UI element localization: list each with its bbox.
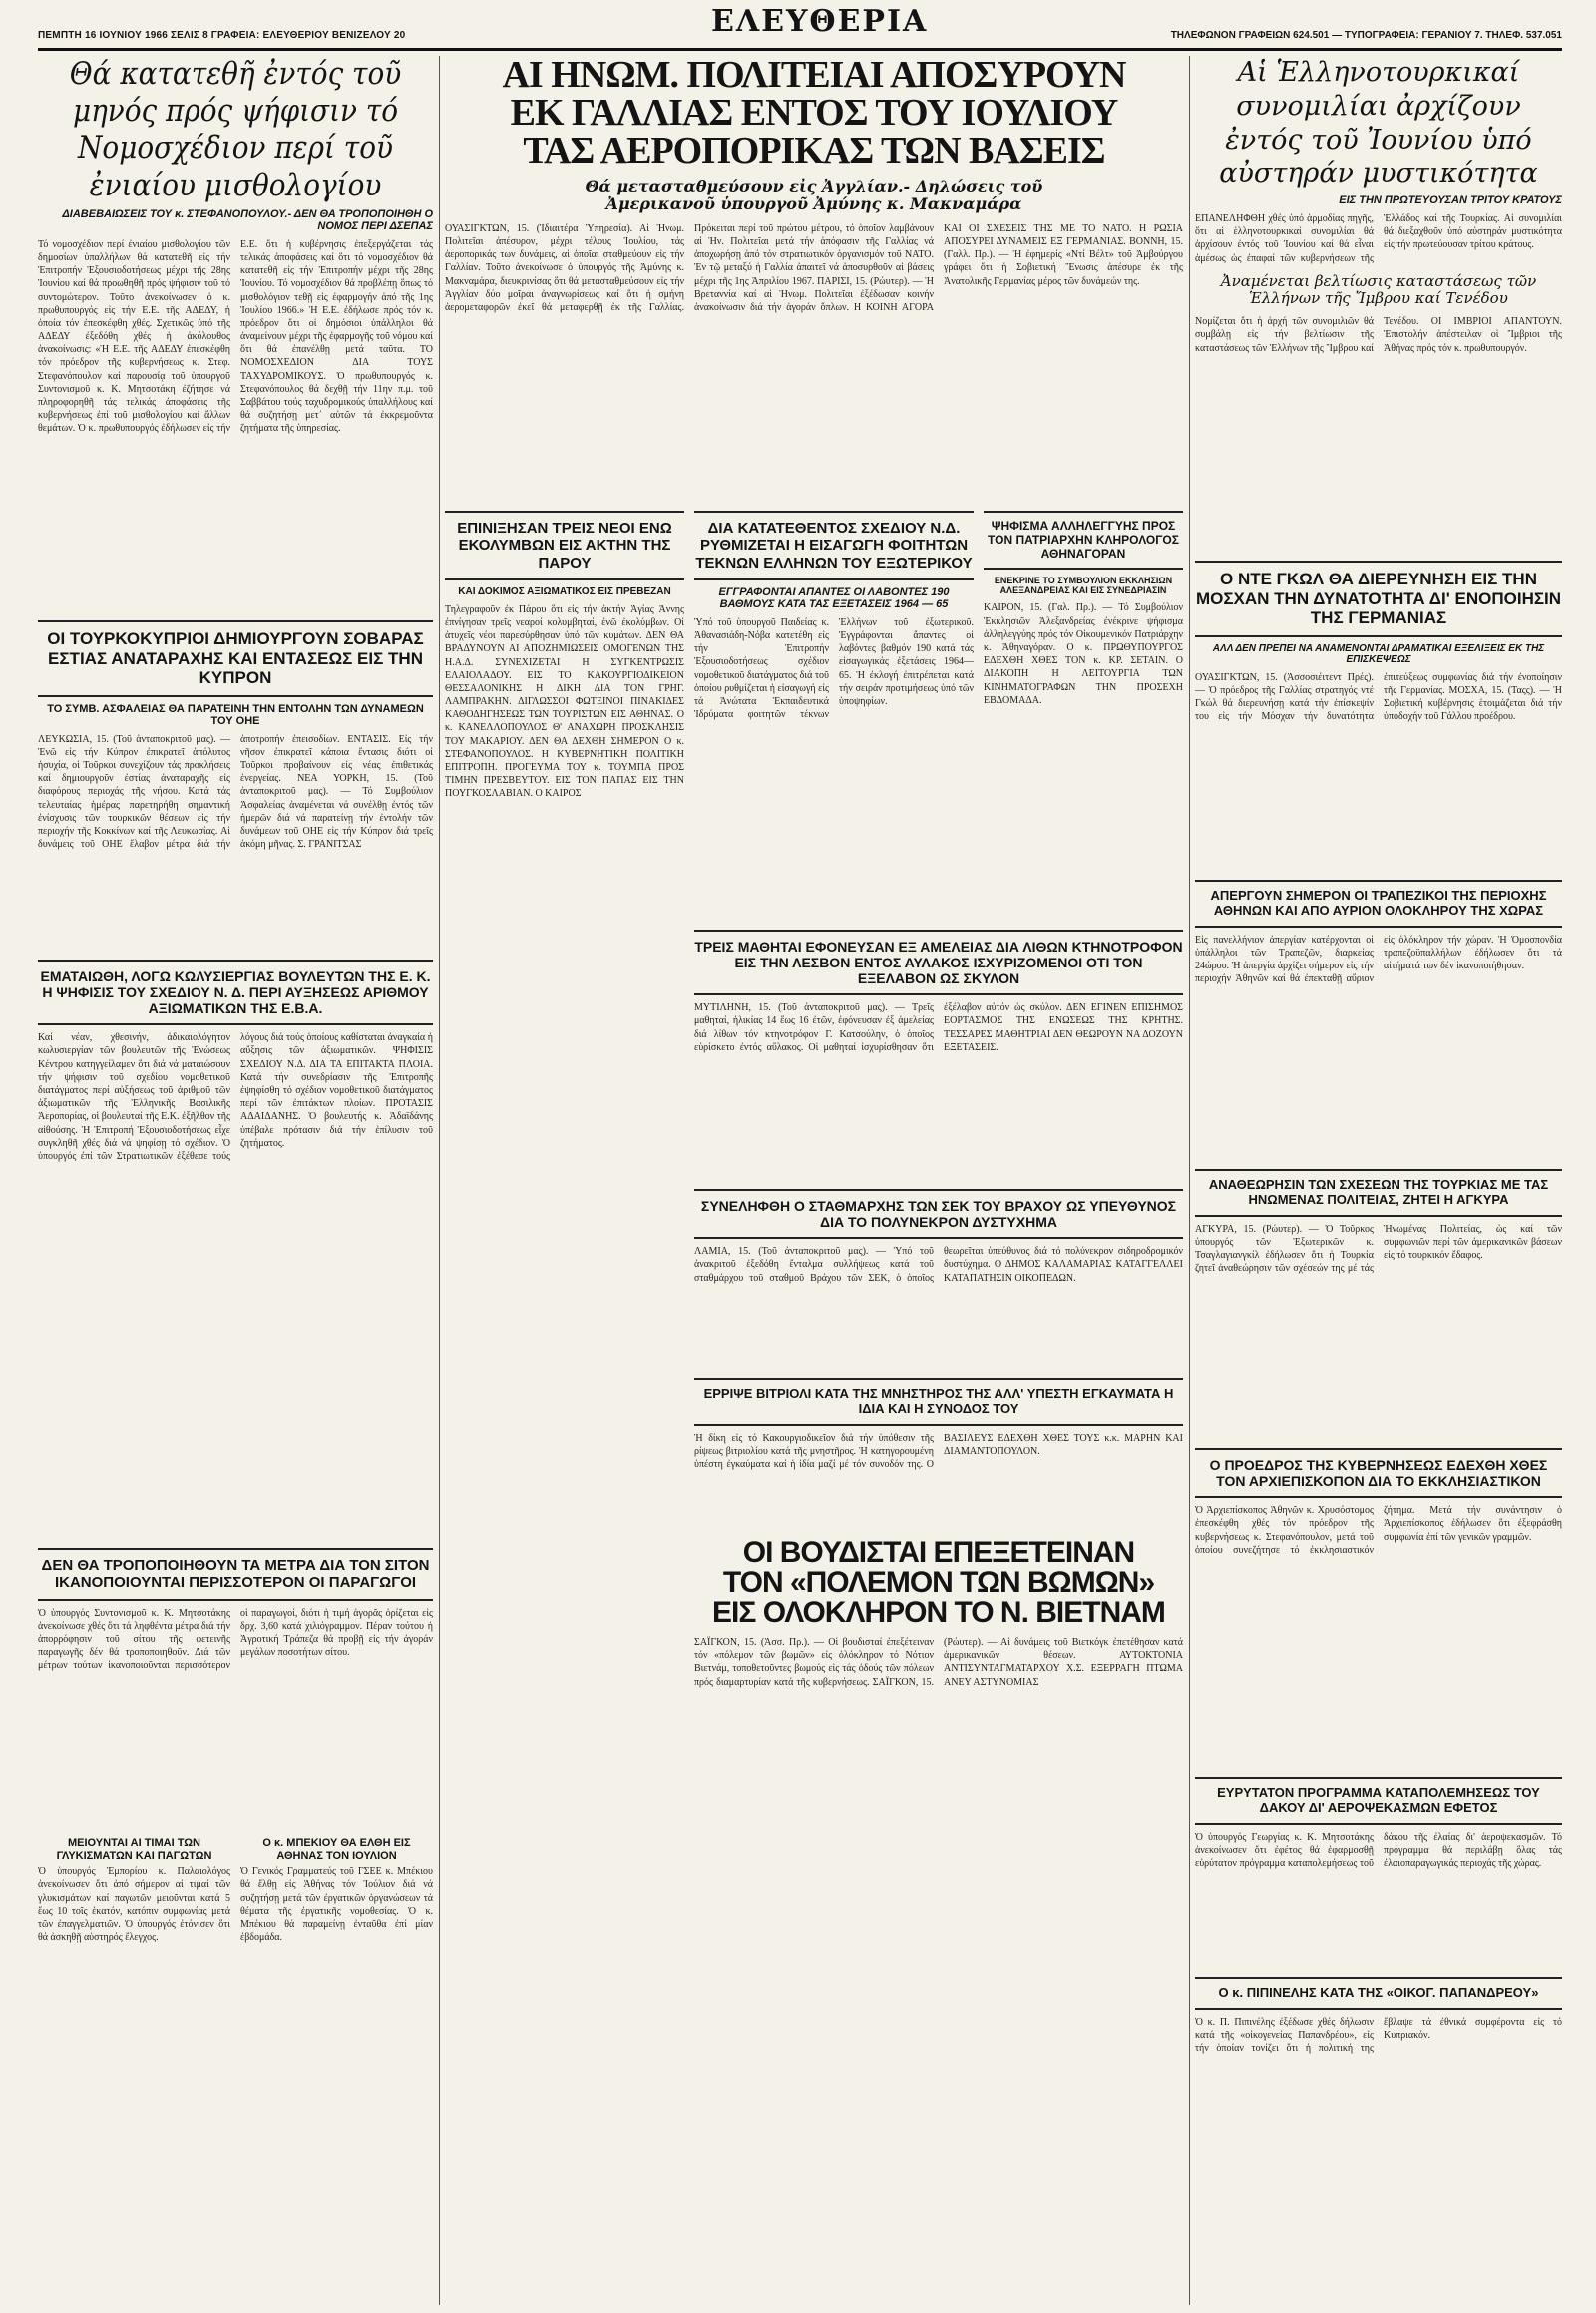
article-body: Τό νομοσχέδιον περί ἐνιαίου μισθολογίου τῶν δημοσίων ὑπαλλήλων θά κατατεθῆ εἰς τήν Ἐπιτροπήν Ἐξουσιοδοτήσεως μέχρι τῆς 28ης Ἰουνίου καί θά προωθηθῆ πρός ψήφισιν τοῦ τό συντομώτερον. Τοῦτο ἀνεκοίνωσεν ὁ κ. πρωθυπουργός εἰς τήν Ε.Ε. τῆς ΑΔΕΔΥ, ἡ ὁποία τόν ἐπεσκέφθη χθές. Σχετικῶς ὑπό τῆς ΑΔΕΔΥ ἐξεδόθη χθές ἡ ἀκόλουθος ἀνακοίνωσις: «Ἡ Ε.Ε. τῆς ΑΔΕΔΥ ἐπεσκέφθη τόν πρόεδρον τῆς κυβερνήσεως κ. Στεφ. Στεφανόπουλον καί παρουσίᾳ τοῦ ὑπουργοῦ Συντονισμοῦ κ. Κ. Μητσοτάκη ἐζήτησε νά πληροφορηθῆ τάς τελικάς ἀποφάσεις τῆς κυβερνήσεως ἐπί τοῦ μισθολογίου καί ἄλλων θεμάτων. Ὁ κ. πρωθυπουργός ἐδήλωσεν εἰς τήν Ε.Ε. ὅτι ἡ κυβέρνησις ἐπεξεργάζεται τάς τελικάς ἀποφάσεις καί ὅτι τό νομοσχέδιον θά κατατεθῆ εἰς τήν Ἐπιτροπήν μέχρι τῆς 28ης Ἰουνίου. Τό νομοσχέδιον θά προβλέπῃ ὅπως τό μισθολόγιον τεθῇ εἰς ἐφαρμογήν ἀπό τῆς 1ης Ἰουλίου 1966.» Ἡ Ε.Ε. ἐδήλωσε πρός τόν κ. πρόεδρον ὅτι οἱ δημόσιοι ὑπάλληλοι θά ἀναμείνουν μέχρι τῆς ἐφαρμογῆς τοῦ νόμου καί ὅτι θά ἐπανέλθῃ μετά ταῦτα. ΤΟ ΝΟΜΟΣΧΕΔΙΟΝ ΔΙΑ ΤΟΥΣ ΤΑΧΥΔΡΟΜΙΚΟΥΣ. Ὁ πρωθυπουργός κ. Στεφανόπουλος θά δεχθῇ τήν 11ην π.μ. τοῦ Σαββάτου τούς ταχυδρομικούς ὑπαλλήλους καί θά συζητήσῃ μετ᾿ αὐτῶν τά ἐκκρεμοῦντα ζητήματα τῆς ὑπηρεσίας.	[38, 238, 433, 435]
vietnam-headline-3: ΕΙΣ ΟΛΟΚΛΗΡΟΝ ΤΟ Ν. ΒΙΕΤΝΑΜ	[712, 1596, 1165, 1629]
article-subheadline: ΕΓΓΡΑΦΟΝΤΑΙ ΑΠΑΝΤΕΣ ΟΙ ΛΑΒΟΝΤΕΣ 190 ΒΑΘΜΟΥΣ ΚΑΤΑ ΤΑΣ ΕΞΕΤΑΣΕΙΣ 1964 — 65	[718, 585, 950, 610]
vitriol-article	[694, 1372, 1183, 1532]
banner-subheadline-1: Θά μετασταθμεύσουν εἰς Ἀγγλίαν.- Δηλώσεις τοῦ	[585, 177, 1043, 195]
bank-strike-article	[1195, 874, 1562, 1163]
article-subheadline: ΕΙΣ ΤΗΝ ΠΡΩΤΕΥΟΥΣΑΝ ΤΡΙΤΟΥ ΚΡΑΤΟΥΣ	[1339, 194, 1562, 206]
column-rule	[439, 56, 440, 2305]
article-headline: ΑΝΑΘΕΩΡΗΣΙΝ ΤΩΝ ΣΧΕΣΕΩΝ ΤΗΣ ΤΟΥΡΚΙΑΣ ΜΕ ΤΑΣ ΗΝΩΜΕΝΑΣ ΠΟΛΙΤΕΙΑΣ, ΖΗΤΕΙ Η ΑΓΚΥΡΑ	[1208, 1177, 1549, 1207]
vietnam-article	[694, 1532, 1183, 1871]
article-headline: Ο ΝΤΕ ΓΚΩΛ ΘΑ ΔΙΕΡΕΥΝΗΣΗ ΕΙΣ ΤΗΝ ΜΟΣΧΑΝ ΤΗΝ ΔΥΝΑΤΟΤΗΤΑ ΔΙ' ΕΝΟΠΟΙΗΣΙΝ ΤΗΣ ΓΕΡΜΑΝΙΑΣ	[1195, 570, 1562, 628]
article-headline: ΕΠΙΝΙΞΗΣΑΝ ΤΡΕΙΣ ΝΕΟΙ ΕΝΩ ΕΚΟΛΥΜΒΩΝ ΕΙΣ ΑΚΤΗΝ ΤΗΣ ΠΑΡΟΥ	[457, 520, 672, 572]
de-gaulle-article	[1195, 555, 1562, 874]
greek-turkish-talks-article	[1195, 56, 1562, 555]
article-headline: ΟΙ ΤΟΥΡΚΟΚΥΠΡΙΟΙ ΔΗΜΙΟΥΡΓΟΥΝ ΣΟΒΑΡΑΣ ΕΣΤΙΑΣ ΑΝΑΤΑΡΑΧΗΣ ΚΑΙ ΕΝΤΑΣΕΩΣ ΕΙΣ ΤΗΝ ΚΥΠΡΟΝ	[47, 629, 424, 688]
turkey-us-relations-article	[1195, 1163, 1562, 1442]
turkish-cypriots-article	[38, 614, 433, 954]
lesbos-article	[694, 924, 1183, 1183]
article-headline: ΕΥΡΥΤΑΤΟΝ ΠΡΟΓΡΑΜΜΑ ΚΑΤΑΠΟΛΕΜΗΣΕΩΣ ΤΟΥ ΔΑΚΟΥ ΔΙ' ΑΕΡΟΨΕΚΑΣΜΩΝ ΕΦΕΤΟΣ	[1217, 1785, 1540, 1815]
center-subcolumn-a	[445, 505, 684, 1871]
article-subheadline: ΕΝΕΚΡΙΝΕ ΤΟ ΣΥΜΒΟΥΛΙΟΝ ΕΚΚΛΗΣΙΩΝ ΑΛΕΞΑΝΔΡΕΙΑΣ ΚΑΙ ΕΙΣ ΣΥΝΕΔΡΙΑΣΙΝ	[994, 576, 1173, 596]
article-headline: Αἱ Ἑλληνοτουρκικαί συνομιλίαι ἀρχίζουν ἐντός τοῦ Ἰουνίου ὑπό αὐστηράν μυστικότητα	[1219, 57, 1538, 190]
article-body: ΛΑΜΙΑ, 15. (Τοῦ ἀνταποκριτοῦ μας). — Ὑπό τοῦ ἀνακριτοῦ ἐξεδόθη ἔνταλμα συλλήψεως κατά τοῦ σταθμάρχου τοῦ σταθμοῦ Βράχου τῶν ΣΕΚ, ὁ ὁποῖος θεωρεῖται ὑπεύθυνος διά τό πολύνεκρον σιδηροδρομικόν δυστύχημα. Ο ΔΗΜΟΣ ΚΑΛΑΜΑΡΙΑΣ ΚΑΤΑΓΓΕΛΛΕΙ ΚΑΤΑΠΑΤΗΣΙΝ ΟΙΚΟΠΕΔΩΝ.	[694, 1246, 1183, 1284]
masthead-phones: ΤΗΛΕΦΩΝΟΝ ΓΡΑΦΕΙΩΝ 624.501 — ΤΥΠΟΓΡΑΦΕΙΑ: ΓΕΡΑΝΙΟΥ 7. ΤΗΛΕΦ. 537.051	[1170, 30, 1562, 41]
left-column	[38, 56, 433, 2305]
article-headline: Θά κατατεθῆ ἐντός τοῦ μηνός πρός ψήφισιν τό Νομοσχέδιον περί τοῦ ἐνιαίου μισθολογίου	[69, 56, 402, 203]
banner-line-2: ΕΚ ΓΑΛΛΙΑΣ ΕΝΤΟΣ ΤΟΥ ΙΟΥΛΙΟΥ	[510, 92, 1118, 134]
article-subheadline: ΤΟ ΣΥΜΒ. ΑΣΦΑΛΕΙΑΣ ΘΑ ΠΑΡΑΤΕΙΝΗ ΤΗΝ ΕΝΤΟΛΗΝ ΤΩΝ ΔΥΝΑΜΕΩΝ ΤΟΥ ΟΗΕ	[47, 702, 424, 727]
banner-line-1: ΑΙ ΗΝΩΜ. ΠΟΛΙΤΕΙΑΙ ΑΠΟΣΥΡΟΥΝ	[502, 56, 1126, 96]
article-headline: Ο κ. ΜΠΕΚΙΟΥ ΘΑ ΕΛΘΗ ΕΙΣ ΑΘΗΝΑΣ ΤΟΝ ΙΟΥΛΙΟΝ	[262, 1837, 411, 1862]
patriarch-article	[984, 505, 1183, 721]
article-subheadline: ΔΙΑΒΕΒΑΙΩΣΕΙΣ ΤΟΥ κ. ΣΤΕΦΑΝΟΠΟΥΛΟΥ.- ΔΕΝ ΘΑ ΤΡΟΠΟΠΟΙΗΘΗ Ο ΝΟΜΟΣ ΠΕΡΙ ΔΣΕΠΑΣ	[62, 207, 433, 232]
article-body: Ἡ δίκη εἰς τό Κακουργιοδικεῖον διά τήν ὑπόθεσιν τῆς ρίψεως βιτριολίου κατά τῆς μνηστῆρος. Ἡ κατηγορουμένη ὑπέστη ἐγκαύματα καί ἡ ἰδία μαζί μέ τόν συνοδόν της. Ο ΒΑΣΙΛΕΥΣ ΕΔΕΧΘΗ ΧΘΕΣ ΤΟΥΣ κ.κ. ΜΑΡΗΝ ΚΑΙ ΔΙΑΜΑΝΤΟΠΟΥΛΟΝ.	[694, 1432, 1183, 1471]
article-body: Ὁ ὑπουργός Γεωργίας κ. Κ. Μητσοτάκης ἀνεκοίνωσεν ὅτι ἐφέτος θά ἐφαρμοσθῇ εὐρύτατον πρόγραμμα καταπολεμήσεως τοῦ δάκου τῆς ἐλαίας δι' ἀεροψεκασμῶν. Τό πρόγραμμα θά περιλάβῃ ὅλας τάς ἐλαιοπαραγωγικάς περιοχάς τῆς χώρας.	[1195, 1831, 1562, 1870]
article-body: Ὁ Γενικός Γραμματεύς τοῦ ΓΣΕΕ κ. Μπέκιου θά ἔλθῃ εἰς Ἀθήνας τόν Ἰούλιον διά νά συζητήσῃ μετά τῶν ἐργατικῶν ὀργανώσεων τά θέματα τῆς ἐργατικῆς νομοθεσίας. Ὁ κ. Μπέκιου θά παραμείνῃ ἐνταῦθα ἐπί μίαν ἑβδομάδα.	[240, 1866, 433, 1944]
article-body: ΟΥΑΣΙΓΚΤΩΝ, 15. (Ἰδιαιτέρα Ὑπηρεσία). Αἱ Ἡνωμ. Πολιτεῖαι ἀπέσυρον, μέχρι τέλους Ἰουλίου, τάς ἀεροπορικάς των δυνάμεις, αἱ ὁποῖαι σταθμεύουν εἰς τήν Γαλλίαν. Τοῦτο ἀνεκοίνωσε ὁ ὑπουργός τῆς Ἀμύνης κ. Μακναμάρα, διευκρινίσας ὅτι θά μετασταθμεύσουν εἰς τήν Ἀγγλίαν δύο μοῖραι ἀναγνωρίσεως καί ὅτι ἡ σμήνη ἀερομεταφορῶν ἐκεῖ θά μεταφερθῇ ἐκ τῆς Γαλλίας. Πρόκειται περί τοῦ πρώτου μέτρου, τό ὁποῖον λαμβάνουν αἱ Ἡν. Πολιτεῖαι μετά τήν ἀπόφασιν τῆς Γαλλίας νά ἀποχωρήσῃ ἀπό τόν στρατιωτικόν ὀργανισμόν τοῦ ΝΑΤΟ. Ἐν τῷ μεταξύ ἡ Γαλλία ἀπαιτεῖ νά ἀποσυρθοῦν αἱ βάσεις μέχρι τῆς 1ης Ἀπριλίου 1967. ΠΑΡΙΣΙ, 15. (Ρώυτερ). — Ἡ Βρεταννία καί αἱ Ἡνωμ. Πολιτεῖαι ἐξέδωσαν κοινήν ἀνακοίνωσιν διά τήν ἀγοράν ὅπλων. Η ΚΟΙΝΗ ΑΓΟΡΑ ΚΑΙ ΟΙ ΣΧΕΣΕΙΣ ΤΗΣ ΜΕ ΤΟ ΝΑΤΟ. Η ΡΩΣΙΑ ΑΠΟΣΥΡΕΙ ΔΥΝΑΜΕΙΣ ΕΞ ΓΕΡΜΑΝΙΑΣ. ΒΟΝΝΗ, 15. (Γαλλ. Πρ.). — Ἡ ἐφημερίς «Ντί Βέλτ» τοῦ Ἀμβούργου γράφει ὅτι ἡ Σοβιετική Ἕνωσις ἀπέσυρε ἐκ τῆς Ἀνατολικῆς Γερμανίας μέρος τῶν δυνάμεών της.	[445, 222, 1183, 313]
right-column	[1195, 56, 1562, 2305]
article-body: Ὁ κ. Π. Πιπινέλης ἐξέδωσε χθές δήλωσιν κατά τῆς «οἰκογενείας Παπανδρέου», εἰς τήν ὁποίαν τονίζει ὅτι ἡ πολιτική της ἔβλαψε τά ἐθνικά συμφέροντα εἰς τό Κυπριακόν.	[1195, 2016, 1562, 2055]
article-subheadline: ΚΑΙ ΔΟΚΙΜΟΣ ΑΞΙΩΜΑΤΙΚΟΣ ΕΙΣ ΠΡΕΒΕΖΑΝ	[458, 585, 671, 597]
article-headline: ΣΥΝΕΛΗΦΘΗ Ο ΣΤΑΘΜΑΡΧΗΣ ΤΩΝ ΣΕΚ ΤΟΥ ΒΡΑΧΟΥ ΩΣ ΥΠΕΥΘΥΝΟΣ ΔΙΑ ΤΟ ΠΟΛΥΝΕΚΡΟΝ ΔΥΣΤΥΧΗΜΑ	[700, 1198, 1177, 1231]
article-body: ΕΠΑΝΕΛΗΦΘΗ χθές ὑπό ἁρμοδίας πηγῆς, ὅτι αἱ ἑλληνοτουρκικαί συνομιλίαι θά ἀρχίσουν ἐντός τοῦ Ἰουνίου καί θά εἶναι ἀμέσως ὡς ἐπαφαί τῶν κυβερνήσεων τῆς Ἑλλάδος καί τῆς Τουρκίας. Αἱ συνομιλίαι θά διεξαχθοῦν ὑπό αὐστηράν μυστικότητα εἰς τήν πρωτεύουσαν τρίτου κράτους.	[1195, 213, 1562, 264]
article-body: ΚΑΙΡΟΝ, 15. (Γαλ. Πρ.). — Τό Συμβούλιον Ἐκκλησιῶν Ἀλεξανδρείας ἐνέκρινε ψήφισμα ἀλληλεγγύης πρός τόν Οἰκουμενικόν Πατριάρχην κ. Ἀθηναγόραν. Ο κ. ΠΡΩΘΥΠΟΥΡΓΟΣ ΕΔΕΧΘΗ ΧΘΕΣ ΤΟΝ κ. ΚΡ. ΣΕΤΑΙΝ. Ο ΔΙΑΚΟΠΗ Η ΛΕΙΤΟΥΡΓΙΑ ΤΩΝ ΚΙΝΗΜΑΤΟΓΡΑΦΩΝ ΤΗΝ ΠΡΟΣΕΧΗ ΕΒΔΟΜΑΔΑ.	[984, 602, 1183, 706]
wheat-measures-article	[38, 1542, 433, 1831]
rail-accident-article	[694, 1183, 1183, 1372]
students-abroad-article	[694, 505, 1183, 924]
article-body: ΟΥΑΣΙΓΚΤΩΝ, 15. (Ἀσσοσιέιτεντ Πρές). — Ὁ πρόεδρος τῆς Γαλλίας στρατηγός ντέ Γκώλ θά διερευνήσῃ κατά τήν ἐπίσκεψίν του εἰς τήν Μόσχαν τήν δυνατότητα ἐπιτεύξεως συμφωνίας διά τήν ἐνοποίησιν τῆς Γερμανίας. ΜΟΣΧΑ, 15. (Ταςς). — Ἡ Σοβιετική κυβέρνησις ἑτοιμάζεται διά τήν ὑποδοχήν τοῦ Γάλλου προέδρου.	[1195, 671, 1562, 723]
dacus-program-article	[1195, 1771, 1562, 1971]
vietnam-headline-1: ΟΙ ΒΟΥΔΙΣΤΑΙ ΕΠΕΞΕΤΕΙΝΑΝ	[742, 1536, 1135, 1569]
article-subheadline: ΑΛΛ ΔΕΝ ΠΡΕΠΕΙ ΝΑ ΑΝΑΜΕΝΟΝΤΑΙ ΔΡΑΜΑΤΙΚΑΙ ΕΞΕΛΙΞΕΙΣ ΕΚ ΤΗΣ ΕΠΙΣΚΕΨΕΩΣ	[1212, 642, 1545, 665]
article-body: ΑΓΚΥΡΑ, 15. (Ρώυτερ). — Ὁ Τοῦρκος ὑπουργός τῶν Ἐξωτερικῶν κ. Τσαγλαγιανγκίλ ἐδήλωσεν ὅτι ἡ Τουρκία ζητεῖ ἀναθεώρησιν τῶν σχέσεών της μέ τάς Ἡνωμένας Πολιτείας, ὡς καί τῶν συμφωνιῶν περί τῶν ἀμερικανικῶν βάσεων εἰς τό τουρκικόν ἔδαφος.	[1195, 1223, 1562, 1275]
article-body: Εἰς πανελλήνιον ἀπεργίαν κατέρχονται οἱ ὑπάλληλοι τῶν Τραπεζῶν, διαρκείας 24ώρου. Ἡ ἀπεργία ἀρχίζει σήμερον εἰς τήν περιοχήν Ἀθηνῶν καί θά ἐπεκταθῇ αὔριον εἰς ὁλόκληρον τήν χώραν. Ἡ Ὁμοσπονδία τραπεζοϋπαλλήλων ἐδήλωσεν ὅτι τά αἰτήματά των δέν ἱκανοποιήθησαν.	[1195, 934, 1562, 985]
article-headline: ΕΡΡΙΨΕ ΒΙΤΡΙΟΛΙ ΚΑΤΑ ΤΗΣ ΜΝΗΣΤΗΡΟΣ ΤΗΣ ΑΛΛ' ΥΠΕΣΤΗ ΕΓΚΑΥΜΑΤΑ Η ΙΔΙΑ ΚΑΙ Η ΣΥΝΟΔΟΣ ΤΟΥ	[703, 1386, 1174, 1416]
pipinelis-article	[1195, 1971, 1562, 2260]
banner-subheadline-2: Ἀμερικανοῦ ὑπουργοῦ Ἀμύνης κ. Μακναμάρα	[605, 194, 1022, 214]
masthead	[38, 4, 1562, 51]
us-bases-france-article	[445, 56, 1183, 505]
archbishop-article	[1195, 1442, 1562, 1771]
article-headline: ΤΡΕΙΣ ΜΑΘΗΤΑΙ ΕΦΟΝΕΥΣΑΝ ΕΞ ΑΜΕΛΕΙΑΣ ΔΙΑ ΛΙΘΩΝ ΚΤΗΝΟΤΡΟΦΟΝ ΕΙΣ ΤΗΝ ΛΕΣΒΟΝ ΕΝΤΟΣ ΑΥΛΑΚΟΣ ΙΣΧΥΡΙΖΟΜΕΝΟΙ ΟΤΙ ΤΟΝ ΕΞΕΛΑΒΟΝ ΩΣ ΣΚΥΛΟΝ	[694, 939, 1183, 987]
article-body: Ὁ ὑπουργός Συντονισμοῦ κ. Κ. Μητσοτάκης ἀνεκοίνωσε χθές ὅτι τά ληφθέντα μέτρα διά τήν ἀπορρόφησιν τοῦ σίτου τῆς φετεινῆς παραγωγῆς δέν θά τροποποιηθοῦν. Διά τῶν μέτρων τούτων ἱκανοποιοῦνται περισσότερον οἱ παραγωγοί, διότι ἡ τιμή ἀγορᾶς ὁρίζεται εἰς δρχ. 3,60 κατά χιλιόγραμμον. Πέραν τούτου ἡ Ἀγροτική Τράπεζα θά προβῇ εἰς τήν ἀγοράν μεγάλων ποσοτήτων σίτου.	[38, 1607, 433, 1672]
article-body: Τηλεγραφοῦν ἐκ Πάρου ὅτι εἰς τήν ἀκτήν Ἁγίας Ἀννης ἐπνίγησαν τρεῖς νεαροί κολυμβηταί, ἐνῶ ἐκολύμβων. Οἱ ἀτυχεῖς νέοι παρεσύρθησαν ὑπό τῶν κυμάτων. ΔΕΝ ΘΑ ΒΡΑΔΥΝΟΥΝ ΑΙ ΑΠΟΖΗΜΙΩΣΕΙΣ ΟΜΟΓΕΝΩΝ ΤΗΣ Η.Α.Δ. ΣΥΝΕΧΙΖΕΤΑΙ Η ΣΥΓΚΕΝΤΡΩΣΙΣ ΕΛΑΙΟΛΑΔΟΥ. ΕΙΣ ΤΟ ΚΑΚΟΥΡΓΙΟΔΙΚΕΙΟΝ ΘΕΣΣΑΛΟΝΙΚΗΣ Η ΔΙΚΗ ΔΙΑ ΤΟΝ ΓΡΗΓ. ΛΑΜΠΡΑΚΗΝ. ΔΙΓΛΩΣΣΟΙ ΦΩΤΕΙΝΟΙ ΠΙΝΑΚΙΔΕΣ ΚΑΘΟΔΗΓΗΣΕΩΣ ΤΩΝ ΤΟΥΡΙΣΤΩΝ ΕΙΣ ΑΘΗΝΑΣ. Ο κ. ΚΑΝΕΛΛΟΠΟΥΛΟΣ Θ' ΑΝΑΧΩΡΗ ΠΡΟΣΚΛΗΣΙΣ ΤΟΥ ΜΑΚΑΡΙΟΥ. ΔΕΝ ΘΑ ΔΕΧΘΗ ΣΗΜΕΡΟΝ Ο κ. ΣΤΕΦΑΝΟΠΟΥΛΟΣ. Η ΚΥΒΕΡΝΗΤΙΚΗ ΠΟΛΙΤΙΚΗ ΕΠΙΤΡΟΠΗ. ΠΡΟΓΕΥΜΑ ΤΟΥ κ. ΤΟΥΜΠΑ ΠΡΟΣ ΤΙΜΗΝ ΠΡΕΣΒΕΥΤΟΥ. ΕΙΣ ΤΟΝ ΠΑΠΑΣ ΕΙΣ ΤΗΝ ΠΟΥΓΚΟΣΛΑΒΙΑΝ. Ο ΚΑΙΡΟΣ	[445, 603, 684, 800]
article-headline: Ο κ. ΠΙΠΙΝΕΛΗΣ ΚΑΤΑ ΤΗΣ «ΟΙΚΟΓ. ΠΑΠΑΝΔΡΕΟΥ»	[1218, 1985, 1539, 2000]
students-article-inner	[694, 505, 974, 721]
bekiou-visit-article	[240, 1831, 433, 1944]
article-headline: Ο ΠΡΟΕΔΡΟΣ ΤΗΣ ΚΥΒΕΡΝΗΣΕΩΣ ΕΔΕΧΘΗ ΧΘΕΣ ΤΟΝ ΑΡΧΙΕΠΙΣΚΟΠΟΝ ΔΙΑ ΤΟ ΕΚΚΛΗΣΙΑΣΤΙΚΟΝ	[1209, 1457, 1548, 1490]
article-body: ΛΕΥΚΩΣΙΑ, 15. (Τοῦ ἀνταποκριτοῦ μας). — Ἐνῶ εἰς τήν Κύπρον ἐπικρατεῖ ἀπόλυτος ἡσυχία, οἱ Τοῦρκοι συνεχίζουν τάς προκλήσεις καί δημιουργοῦν ἐστίας ἀναταραχῆς εἰς διαφόρους περιοχάς τῆς νήσου. Κατά τάς τελευταίας ἡμέρας παρετηρήθη σημαντική ἐνίσχυσις τῶν τουρκικῶν θέσεων εἰς τήν περιοχήν τῆς Κοκκίνων καί τῆς Λευκωσίας. Αἱ δυνάμεις τοῦ ΟΗΕ ἔλαβον μέτρα διά τήν ἀποτροπήν ἐπεισοδίων. ΕΝΤΑΣΙΣ. Εἰς τήν νῆσον ἐπικρατεῖ κάποια ἔντασις διότι οἱ Τοῦρκοι προβαίνουν εἰς νέας ἐπιθετικάς ἐνεργείας. ΝΕΑ ΥΟΡΚΗ, 15. (Τοῦ ἀνταποκριτοῦ μας). — Τό Συμβούλιον Ἀσφαλείας ἀναμένεται νά συνέλθῃ ἐντός τῶν ἡμερῶν διά νά παρατείνῃ τήν ἐντολήν τῶν δυνάμεων τοῦ ΟΗΕ εἰς τήν Κύπρον διά τρεῖς ἀκόμη μῆνας. Σ. ΓΡΑΝΙΤΣΑΣ	[38, 733, 433, 851]
article-headline: ΕΜΑΤΑΙΩΘΗ, ΛΟΓΩ ΚΩΛΥΣΙΕΡΓΙΑΣ ΒΟΥΛΕΥΤΩΝ ΤΗΣ Ε. Κ. Η ΨΗΦΙΣΙΣ ΤΟΥ ΣΧΕΔΙΟΥ Ν. Δ. ΠΕΡΙ ΑΥΞΗΣΕΩΣ ΑΡΙΘΜΟΥ ΑΞΙΩΜΑΤΙΚΩΝ ΤΗΣ Ε.Β.Α.	[40, 968, 431, 1017]
article-body: Καί νέαν, χθεσινήν, ἀδικαιολόγητον κωλυσιεργίαν τῶν βουλευτῶν τῆς Ἐνώσεως Κέντρου κατηγγείλαμεν ὅτι διά νά ματαιώσουν τήν ψήφισιν τοῦ σχεδίου νομοθετικοῦ διατάγματος περί αὐξήσεως τοῦ ἀριθμοῦ τῶν ἀξιωματικῶν τῆς Ἑλληνικῆς Βασιλικῆς Ἀεροπορίας, οἱ βουλευταί τῆς Ε.Κ. ἐξῆλθον τῆς αἰθούσης. Ἡ Ἐπιτροπή Ἐξουσιοδοτήσεως εἶχε συγκληθῆ χθές διά νά ψηφίσῃ τό σχέδιον. Ὁ ὑπουργός ἐπί τῶν Στρατιωτικῶν ἐξέθεσε τούς λόγους διά τούς ὁποίους καθίσταται ἀναγκαία ἡ αὔξησις τῶν ἀξιωματικῶν. ΨΗΦΙΣΙΣ ΣΧΕΔΙΟΥ Ν.Δ. ΔΙΑ ΤΑ ΕΠΙΤΑΚΤΑ ΠΛΟΙΑ. Κατά τήν συνεδρίασιν τῆς Ἐπιτροπῆς ἐψηφίσθη τό σχέδιον νομοθετικοῦ διατάγματος περί τῶν ἐπιτάκτων πλοίων. ΠΡΟΤΑΣΙΣ ΑΔΑΙΔΑΝΗΣ. Ὁ βουλευτής κ. Ἀδαϊδάνης ὑπέβαλε πρότασιν διά τήν ἐπίλυσιν τοῦ ζητήματος.	[38, 1032, 433, 1162]
masthead-title: ΕΛΕΥΘΕΡΙΑ	[711, 4, 929, 39]
center-column	[445, 56, 1183, 2305]
article-body: ΜΥΤΙΛΗΝΗ, 15. (Τοῦ ἀνταποκριτοῦ μας). — Τρεῖς μαθηταί, ἡλικίας 14 ἕως 16 ἐτῶν, ἐφόνευσαν ἐξ ἀμελείας διά λίθων τόν κτηνοτρόφον Γ. Κατσούλην, ὁ ὁποῖος εὑρίσκετο ἐντός αὔλακος. Οἱ μαθηταί ἰσχυρίσθησαν ὅτι ἐξέλαβον αὐτόν ὡς σκύλον. ΔΕΝ ΕΓΙΝΕΝ ΕΠΙΣΗΜΟΣ ΕΟΡΤΑΣΜΟΣ ΤΗΣ ΕΝΩΣΕΩΣ ΤΗΣ ΚΡΗΤΗΣ. ΤΕΣΣΑΡΕΣ ΜΑΘΗΤΡΙΑΙ ΔΕΝ ΘΕΩΡΟΥΝ ΝΑ ΔΟΖΟΥΝ ΕΞΕΤΑΣΕΙΣ.	[694, 1002, 1183, 1053]
article-headline: ΑΠΕΡΓΟΥΝ ΣΗΜΕΡΟΝ ΟΙ ΤΡΑΠΕΖΙΚΟΙ ΤΗΣ ΠΕΡΙΟΧΗΣ ΑΘΗΝΩΝ ΚΑΙ ΑΠΟ ΑΥΡΙΟΝ ΟΛΟΚΛΗΡΟΥ ΤΗΣ ΧΩΡΑΣ	[1210, 888, 1547, 918]
vietnam-headline-2: ΤΟΝ «ΠΟΛΕΜΟΝ ΤΩΝ ΒΩΜΩΝ»	[722, 1566, 1155, 1599]
article-body: Ὑπό τοῦ ὑπουργοῦ Παιδείας κ. Ἀθανασιάδη-Νόβα κατετέθη εἰς τήν Ἐπιτροπήν Ἐξουσιοδοτήσεως σχέδιον νομοθετικοῦ διατάγματος διά τοῦ ὁποίου ρυθμίζεται ἡ εἰσαγωγή εἰς τά Ἀνώτατα Ἐκπαιδευτικά Ἱδρύματα φοιτητῶν τέκνων Ἑλλήνων τοῦ ἐξωτερικοῦ. Ἐγγράφονται ἅπαντες οἱ λαβόντες βαθμόν 190 κατά τάς εἰσαγωγικάς ἐξετάσεις 1964—65. Ἡ ἐκλογή ἐπιτρέπεται κατά τήν σειράν προτιμήσεως ὑπό τῶν ὑποψηφίων.	[694, 616, 974, 721]
drownings-article	[445, 505, 684, 1801]
banner-line-3: ΤΑΣ ΑΕΡΟΠΟΡΙΚΑΣ ΤΩΝ ΒΑΣΕΙΣ	[523, 130, 1105, 172]
sweets-prices-article	[38, 1831, 230, 1944]
article-headline: ΔΙΑ ΚΑΤΑΤΕΘΕΝΤΟΣ ΣΧΕΔΙΟΥ Ν.Δ. ΡΥΘΜΙΖΕΤΑΙ Η ΕΙΣΑΓΩΓΗ ΦΟΙΤΗΤΩΝ ΤΕΚΝΩΝ ΕΛΛΗΝΩΝ ΤΟΥ ΕΞΩΤΕΡΙΚΟΥ	[695, 520, 973, 572]
article-headline: ΔΕΝ ΘΑ ΤΡΟΠΟΠΟΙΗΘΟΥΝ ΤΑ ΜΕΤΡΑ ΔΙΑ ΤΟΝ ΣΙΤΟΝ ΙΚΑΝΟΠΟΙΟΥΝΤΑΙ ΠΕΡΙΣΣΟΤΕΡΟΝ ΟΙ ΠΑΡΑΓΩΓΟΙ	[41, 1557, 430, 1592]
article-body: Ὁ Ἀρχιεπίσκοπος Ἀθηνῶν κ. Χρυσόστομος ἐπεσκέφθη χθές τόν πρόεδρον τῆς κυβερνήσεως κ. Στεφανόπουλον, μετά τοῦ ὁποίου συνεζήτησε τό ἐκκλησιαστικόν ζήτημα. Μετά τήν συνάντησιν ὁ Ἀρχιεπίσκοπος ἐδήλωσεν ὅτι ἐξεφράσθη συμφωνία ἐπί τῶν γενικῶν γραμμῶν.	[1195, 1505, 1562, 1556]
short-items	[38, 1831, 433, 2160]
article-body: ΣΑΪΓΚΟΝ, 15. (Ἀσσ. Πρ.). — Οἱ βουδισταί ἐπεξέτειναν τόν «πόλεμον τῶν βωμῶν» εἰς ὁλόκληρον τό Νότιον Βιετνάμ, τοποθετοῦντες βωμούς εἰς τάς ὁδούς τῶν πόλεων πρός διαμαρτυρίαν κατά τῆς κυβερνήσεως. ΣΑΪΓΚΟΝ, 15. (Ρώυτερ). — Αἱ δυνάμεις τοῦ Βιετκόγκ ἐπετέθησαν κατά ἀμερικανικῶν θέσεων. ΑΥΤΟΚΤΟΝΙΑ ΑΝΤΙΣΥΝΤΑΓΜΑΤΑΡΧΟΥ Χ.Σ. ΕΞΕΡΡΑΓΗ ΠΤΩΜΑ ΑΝΕΥ ΑΣΤΥΝΟΜΙΑΣ	[694, 1637, 1183, 1688]
center-subcolumn-b	[694, 505, 1183, 1871]
salary-bill-article	[38, 56, 433, 614]
article-headline: ΨΗΦΙΣΜΑ ΑΛΛΗΛΕΓΓΥΗΣ ΠΡΟΣ ΤΟΝ ΠΑΤΡΙΑΡΧΗΝ ΚΛΗΡΟΛΟΓΟΣ ΑΘΗΝΑΓΟΡΑΝ	[988, 519, 1179, 561]
article-headline: ΜΕΙΟΥΝΤΑΙ ΑΙ ΤΙΜΑΙ ΤΩΝ ΓΛΥΚΙΣΜΑΤΩΝ ΚΑΙ ΠΑΓΩΤΩΝ	[56, 1837, 212, 1862]
eba-officers-article	[38, 954, 433, 1542]
article-body-2: Νομίζεται ὅτι ἡ ἀρχή τῶν συνομιλιῶν θά συμβάλῃ εἰς τήν βελτίωσιν τῆς καταστάσεως τῶν Ἑλλήνων τῆς Ἴμβρου καί Τενέδου. ΟΙ ΙΜΒΡΙΟΙ ΑΠΑΝΤΟΥΝ. Ἐπιστολήν ἀπέστειλαν οἱ Ἴμβριοι τῆς Ἀθήνας πρός τόν κ. πρωθυπουργόν.	[1195, 316, 1562, 354]
center-lower	[445, 505, 1183, 1871]
article-body: Ὁ ὑπουργός Ἐμπορίου κ. Παλαιολόγος ἀνεκοίνωσεν ὅτι ἀπό σήμερον αἱ τιμαί τῶν γλυκισμάτων καί παγωτῶν μειοῦνται κατά 5 ἕως 10 τοῖς ἑκατόν, κατόπιν συμφωνίας μετά τῶν ἐπαγγελματιῶν. Ὁ ὑπουργός ἐτόνισεν ὅτι θά ἀσκηθῇ αὐστηρός ἔλεγχος.	[38, 1866, 230, 1944]
masthead-date-line: ΠΕΜΠΤΗ 16 ΙΟΥΝΙΟΥ 1966 ΣΕΛΙΣ 8 ΓΡΑΦΕΙΑ: ΕΛΕΥΘΕΡΙΟΥ ΒΕΝΙΖΕΛΟΥ 20	[38, 30, 406, 41]
column-rule	[1189, 56, 1190, 2305]
article-subheadline-2: Ἀναμένεται βελτίωσις καταστάσεως τῶν Ἑλλήνων τῆς Ἴμβρου καί Τενέδου	[1220, 271, 1537, 307]
